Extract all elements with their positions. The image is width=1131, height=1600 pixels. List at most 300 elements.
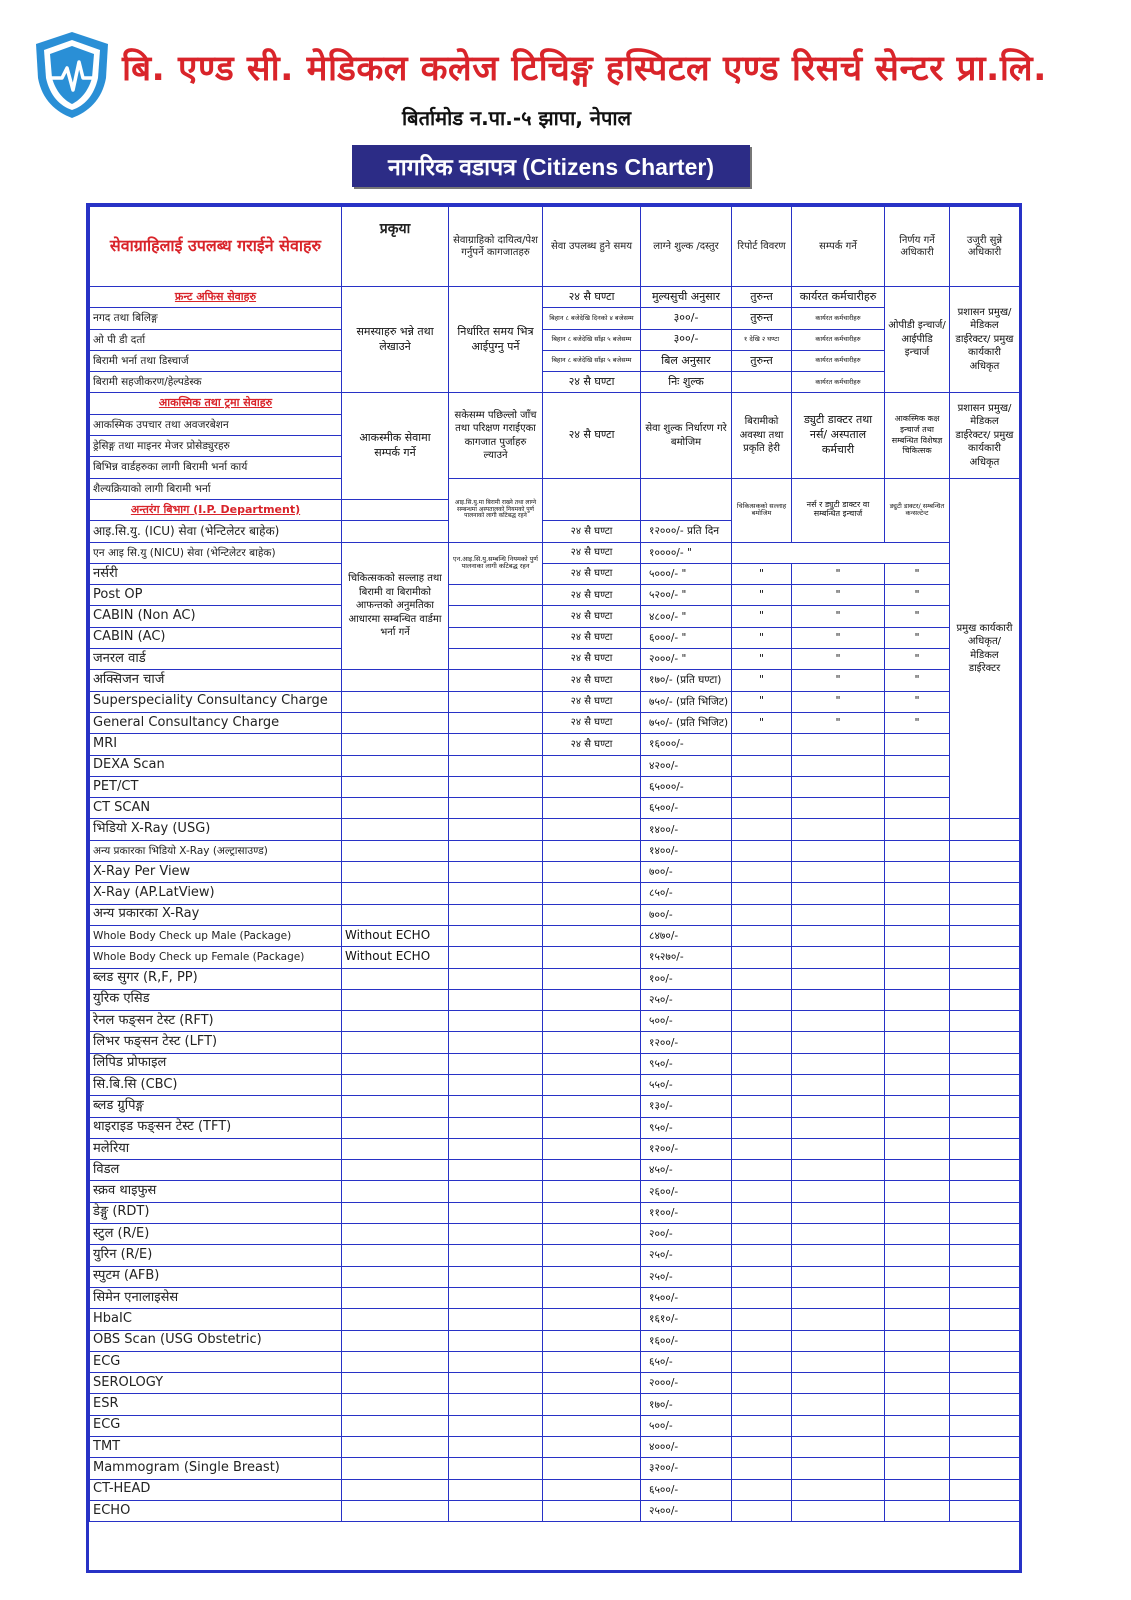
service-name: X-Ray Per View [90, 862, 342, 883]
empty-cell [792, 1138, 885, 1159]
empty-cell [543, 1160, 641, 1181]
service-name: अक्सिजन चार्ज [90, 670, 342, 691]
service-name: OBS Scan (USG Obstetric) [90, 1330, 342, 1351]
service-contact: कार्यरत कर्मचारीहरु [792, 350, 885, 371]
service-fee: १५२७०/- [641, 947, 732, 968]
emergency-fee: सेवा शुल्क निर्धारण गरे बमोजिम [641, 393, 732, 478]
empty-cell [449, 1096, 543, 1117]
service-process [342, 1266, 449, 1287]
service-time: बिहान ८ बजेदेखि साँझ ५ बजेसम्म [543, 329, 641, 350]
service-contact: " [792, 670, 885, 691]
col-header-services: सेवाग्राहिलाई उपलब्ध गराईने सेवाहरु [90, 207, 342, 287]
empty-cell [950, 904, 1020, 925]
service-fee: २५००/- [641, 1500, 732, 1521]
service-process [342, 1394, 449, 1415]
ipd-complaint: प्रमुख कार्यकारी अधिकृत/ मेडिकल डाईरेक्टर [950, 478, 1020, 819]
empty-cell [792, 1224, 885, 1245]
service-fee: ६५००/- [641, 1479, 732, 1500]
service-process: Without ECHO [342, 925, 449, 946]
service-fee: १४००/- [641, 819, 732, 840]
service-name: ब्लड सुगर (R,F, PP) [90, 968, 342, 989]
service-name: CABIN (AC) [90, 627, 342, 648]
service-fee: ५००/- [641, 1011, 732, 1032]
service-fee: २५०/- [641, 1245, 732, 1266]
service-decision: " [885, 563, 950, 584]
empty-cell [885, 1287, 950, 1308]
col-header-process: प्रकृया [342, 207, 449, 287]
shield-heartbeat-icon [30, 28, 114, 120]
service-name: Mammogram (Single Breast) [90, 1458, 342, 1479]
service-fee: ७५०/- (प्रति भिजिट) [641, 712, 732, 733]
empty-cell [732, 1053, 792, 1074]
service-name: CABIN (Non AC) [90, 606, 342, 627]
service-name: CT SCAN [90, 798, 342, 819]
empty-cell [543, 1181, 641, 1202]
empty-cell [950, 1245, 1020, 1266]
front-office-decision: ओपीडी इन्चार्ज/ आईपीडि इन्चार्ज [885, 287, 950, 393]
empty-cell [732, 1394, 792, 1415]
empty-cell [950, 1138, 1020, 1159]
service-name: Superspeciality Consultancy Charge [90, 691, 342, 712]
empty-cell [449, 1500, 543, 1521]
section-ipd: अन्तरंग बिभाग (I.P. Department) [90, 499, 342, 520]
emergency-contact: ड्युटी डाक्टर तथा नर्स/ अस्पताल कर्मचारी [792, 393, 885, 478]
empty-cell [449, 1309, 543, 1330]
empty-cell [792, 925, 885, 946]
service-decision: " [885, 691, 950, 712]
empty-cell [449, 925, 543, 946]
empty-cell [950, 1437, 1020, 1458]
empty-cell [792, 1074, 885, 1095]
empty-cell [449, 1287, 543, 1308]
empty-cell [792, 904, 885, 925]
service-process [342, 904, 449, 925]
empty-cell [950, 1117, 1020, 1138]
service-report: " [732, 563, 792, 584]
service-name: जनरल वार्ड [90, 649, 342, 670]
service-report [732, 734, 792, 755]
service-name: विडल [90, 1160, 342, 1181]
empty-cell [543, 776, 641, 797]
empty-cell [885, 776, 950, 797]
service-fee: १७०/- (प्रति घण्टा) [641, 670, 732, 691]
service-process: Without ECHO [342, 947, 449, 968]
service-fee: ७००/- [641, 862, 732, 883]
service-process [342, 1437, 449, 1458]
empty-cell [543, 925, 641, 946]
service-process [342, 1224, 449, 1245]
service-process [342, 1287, 449, 1308]
service-contact [792, 734, 885, 755]
empty-cell [732, 840, 792, 861]
empty-cell [885, 1202, 950, 1223]
service-name: CT-HEAD [90, 1479, 342, 1500]
empty-cell [543, 947, 641, 968]
empty-cell [543, 989, 641, 1010]
service-name: ECG [90, 1415, 342, 1436]
empty-cell [885, 1074, 950, 1095]
empty-cell [342, 712, 449, 733]
col-header-time: सेवा उपलब्ध हुने समय [543, 207, 641, 287]
empty-cell [543, 1138, 641, 1159]
empty-cell [732, 1479, 792, 1500]
empty-cell [449, 1224, 543, 1245]
empty-cell [449, 776, 543, 797]
empty-cell [732, 1160, 792, 1181]
empty-cell [792, 1011, 885, 1032]
emergency-report: बिरामीको अवस्था तथा प्रकृति हेरी [732, 393, 792, 478]
empty-cell [732, 1074, 792, 1095]
empty-cell [792, 1245, 885, 1266]
empty-cell [543, 1287, 641, 1308]
citizens-charter-table [86, 203, 1022, 1573]
service-name: बिरामी सहजीकरण/हेल्पडेस्क [90, 372, 342, 393]
service-name: लिपिड प्रोफाइल [90, 1053, 342, 1074]
empty-cell [543, 1500, 641, 1521]
service-decision: " [885, 712, 950, 733]
empty-cell [950, 1394, 1020, 1415]
empty-cell [792, 1415, 885, 1436]
service-name: सि.बि.सि (CBC) [90, 1074, 342, 1095]
empty-cell [792, 1394, 885, 1415]
service-fee: ६५०/- [641, 1351, 732, 1372]
empty-cell [792, 1500, 885, 1521]
section-front-office: फ्रन्ट अफिस सेवाहरु [90, 287, 342, 308]
service-name: स्पुटम (AFB) [90, 1266, 342, 1287]
front-office-report: तुरुन्त [732, 287, 792, 308]
empty-cell [449, 1245, 543, 1266]
service-contact: कार्यरत कर्मचारीहरु [792, 308, 885, 329]
empty-cell [543, 840, 641, 861]
empty-cell [732, 904, 792, 925]
empty-cell [792, 989, 885, 1010]
service-name: रेनल फङ्सन टेस्ट (RFT) [90, 1011, 342, 1032]
col-header-report: रिपोर्ट विवरण [732, 207, 792, 287]
service-name: DEXA Scan [90, 755, 342, 776]
service-contact: कार्यरत कर्मचारीहरु [792, 372, 885, 393]
empty-cell [792, 1330, 885, 1351]
empty-cell [449, 712, 543, 733]
empty-cell [950, 1330, 1020, 1351]
empty-cell [732, 1437, 792, 1458]
empty-cell [543, 1202, 641, 1223]
empty-cell [792, 819, 885, 840]
service-process [342, 1138, 449, 1159]
service-fee: ३००/- [641, 329, 732, 350]
service-report: " [732, 606, 792, 627]
service-process [342, 968, 449, 989]
empty-cell [885, 1266, 950, 1287]
empty-cell [543, 1351, 641, 1372]
empty-cell [885, 862, 950, 883]
service-contact: " [792, 585, 885, 606]
service-name: General Consultancy Charge [90, 712, 342, 733]
empty-cell [885, 989, 950, 1010]
service-fee: २५०/- [641, 989, 732, 1010]
empty-cell [885, 947, 950, 968]
empty-cell [543, 1224, 641, 1245]
service-fee: ५२००/- " [641, 585, 732, 606]
empty-cell [732, 883, 792, 904]
service-fee: १६१०/- [641, 1309, 732, 1330]
service-process [342, 1202, 449, 1223]
service-name: ब्लड ग्रुपिङ्ग [90, 1096, 342, 1117]
service-contact: " [792, 712, 885, 733]
emergency-decision: आकस्मिक कक्ष इन्चार्ज तथा सम्बन्धित विशेषज्ञ चिकित्सक [885, 393, 950, 478]
service-name: भिडियो X-Ray (USG) [90, 819, 342, 840]
service-contact: कार्यरत कर्मचारीहरु [792, 329, 885, 350]
col-header-documents: सेवाग्राहिको दायित्व/पेश गर्नुपर्ने कागजातहरु [449, 207, 543, 287]
service-fee: १३०/- [641, 1096, 732, 1117]
service-fee: २५०/- [641, 1266, 732, 1287]
empty-cell [792, 1032, 885, 1053]
empty-cell [543, 968, 641, 989]
emergency-time: २४ सै घण्टा [543, 393, 641, 478]
service-name: PET/CT [90, 776, 342, 797]
empty-cell [543, 1053, 641, 1074]
service-fee: १५००/- [641, 1287, 732, 1308]
service-fee: बिल अनुसार [641, 350, 732, 371]
empty-cell [449, 1138, 543, 1159]
empty-cell [792, 883, 885, 904]
service-name: आइ.सि.यु. (ICU) सेवा (भेन्टिलेटर बाहेक) [90, 521, 342, 542]
service-process [342, 1117, 449, 1138]
empty-cell [792, 1309, 885, 1330]
service-process [342, 1011, 449, 1032]
empty-cell [449, 1032, 543, 1053]
service-fee: १००००/- " [641, 542, 732, 563]
empty-cell [543, 904, 641, 925]
empty-cell [449, 670, 543, 691]
service-fee: १२०००/- प्रति दिन [641, 521, 732, 542]
service-contact: " [792, 649, 885, 670]
empty-cell [449, 1074, 543, 1095]
empty-cell [449, 755, 543, 776]
emergency-process: आकस्मीक सेवामा सम्पर्क गर्ने [342, 393, 449, 499]
col-header-contact: सम्पर्क गर्ने [792, 207, 885, 287]
empty-cell [732, 1500, 792, 1521]
service-report: तुरुन्त [732, 308, 792, 329]
empty-cell [449, 947, 543, 968]
service-process [342, 862, 449, 883]
empty-cell [885, 1458, 950, 1479]
empty-cell [732, 1373, 792, 1394]
service-time: २४ सै घण्टा [543, 521, 641, 542]
empty-cell [732, 1202, 792, 1223]
empty-cell [885, 1032, 950, 1053]
service-process [342, 1458, 449, 1479]
empty-cell [732, 1138, 792, 1159]
empty-cell [732, 1351, 792, 1372]
empty-cell [950, 1351, 1020, 1372]
empty-cell [885, 1245, 950, 1266]
empty-cell [732, 1117, 792, 1138]
empty-cell [543, 478, 641, 521]
front-office-contact: कार्यरत कर्मचारीहरु [792, 287, 885, 308]
empty-cell [342, 670, 449, 691]
empty-cell [543, 1074, 641, 1095]
service-fee: २००/- [641, 1224, 732, 1245]
empty-cell [792, 1287, 885, 1308]
service-time: २४ सै घण्टा [543, 712, 641, 733]
service-decision: " [885, 627, 950, 648]
empty-cell [732, 819, 792, 840]
col-header-complaint: उजुरी सुन्ने अधिकारी [950, 207, 1020, 287]
empty-cell [950, 1266, 1020, 1287]
empty-cell [950, 1053, 1020, 1074]
hospital-name: बि. एण्ड सी. मेडिकल कलेज टिचिङ्ग हस्पिटल एण्ड रिसर्च सेन्टर प्रा.लि. [122, 49, 1047, 89]
empty-cell [792, 1096, 885, 1117]
empty-cell [543, 1394, 641, 1415]
empty-cell [792, 1053, 885, 1074]
service-report: " [732, 712, 792, 733]
service-report: " [732, 627, 792, 648]
empty-cell [449, 1415, 543, 1436]
empty-cell [885, 1394, 950, 1415]
empty-cell [950, 1500, 1020, 1521]
empty-cell [885, 840, 950, 861]
empty-cell [732, 862, 792, 883]
service-process [342, 1330, 449, 1351]
service-name: लिभर फङ्सन टेस्ट (LFT) [90, 1032, 342, 1053]
service-fee: १७०/- [641, 1394, 732, 1415]
service-name: TMT [90, 1437, 342, 1458]
service-decision: " [885, 585, 950, 606]
service-process [342, 1032, 449, 1053]
empty-cell [543, 1458, 641, 1479]
empty-cell [792, 1181, 885, 1202]
empty-cell [792, 968, 885, 989]
empty-cell [732, 1415, 792, 1436]
empty-cell [950, 819, 1020, 840]
empty-cell [885, 1181, 950, 1202]
empty-cell [885, 925, 950, 946]
service-fee: ५०००/- " [641, 563, 732, 584]
front-office-fee: मुल्यसुची अनुसार [641, 287, 732, 308]
empty-cell [732, 1309, 792, 1330]
service-name: SEROLOGY [90, 1373, 342, 1394]
front-office-documents: निर्धारित समय भित्र आईपुग्नु पर्ने [449, 287, 543, 393]
empty-cell [792, 947, 885, 968]
service-decision: " [885, 649, 950, 670]
service-fee: २०००/- [641, 1373, 732, 1394]
empty-cell [449, 1202, 543, 1223]
empty-cell [950, 840, 1020, 861]
service-name: Whole Body Check up Female (Package) [90, 947, 342, 968]
empty-cell [732, 989, 792, 1010]
service-name: मलेरिया [90, 1138, 342, 1159]
empty-cell [732, 1330, 792, 1351]
empty-cell [543, 1096, 641, 1117]
empty-cell [885, 1415, 950, 1436]
service-name: शैल्यक्रियाको लागी बिरामी भर्ना [90, 478, 342, 499]
empty-cell [543, 1309, 641, 1330]
empty-cell [449, 1394, 543, 1415]
ipd-report: चिकित्सकको सल्लाह बमोजिम [732, 478, 792, 542]
empty-cell [950, 947, 1020, 968]
empty-cell [732, 1181, 792, 1202]
empty-cell [449, 840, 543, 861]
service-process [342, 1096, 449, 1117]
empty-cell [342, 734, 449, 755]
empty-cell [342, 691, 449, 712]
service-name: एन आइ सि.यु (NICU) सेवा (भेन्टिलेटर बाहेक) [90, 542, 342, 563]
empty-cell [792, 1437, 885, 1458]
col-header-fee: लाग्ने शुल्क /दस्तुर [641, 207, 732, 287]
service-report: " [732, 691, 792, 712]
empty-cell [732, 925, 792, 946]
service-fee: ३००/- [641, 308, 732, 329]
empty-cell [732, 1245, 792, 1266]
empty-cell [543, 1032, 641, 1053]
service-process [342, 883, 449, 904]
service-name: अन्य प्रकारका भिडियो X-Ray (अल्ट्रासाउण्ड) [90, 840, 342, 861]
empty-cell [732, 1224, 792, 1245]
service-time: २४ सै घण्टा [543, 372, 641, 393]
empty-cell [792, 1351, 885, 1372]
service-fee: ४५०/- [641, 1160, 732, 1181]
service-decision: " [885, 670, 950, 691]
section-emergency: आकस्मिक तथा ट्रमा सेवाहरु [90, 393, 342, 414]
service-fee: ७५०/- (प्रति भिजिट) [641, 691, 732, 712]
empty-cell [449, 1330, 543, 1351]
service-fee: ६५००/- [641, 798, 732, 819]
empty-cell [449, 1053, 543, 1074]
empty-cell [449, 649, 543, 670]
service-time: २४ सै घण्टा [543, 670, 641, 691]
service-decision [885, 734, 950, 755]
service-time: २४ सै घण्टा [543, 585, 641, 606]
service-time: २४ सै घण्टा [543, 542, 641, 563]
service-fee: ९५०/- [641, 1117, 732, 1138]
ipd-process: चिकित्सकको सल्लाह तथा बिरामी वा बिरामीको आफन्तको अनुमतिका आधारमा सम्बन्धित वार्डमा भर्ना गर्ने [342, 542, 449, 670]
empty-cell [950, 883, 1020, 904]
empty-cell [792, 862, 885, 883]
empty-cell [543, 1373, 641, 1394]
service-fee: १६००/- [641, 1330, 732, 1351]
empty-cell [543, 1479, 641, 1500]
service-fee: २६००/- [641, 1181, 732, 1202]
service-name: थाइराइड फङ्सन टेस्ट (TFT) [90, 1117, 342, 1138]
empty-cell [792, 840, 885, 861]
empty-cell [543, 862, 641, 883]
service-time: २४ सै घण्टा [543, 627, 641, 648]
service-contact: " [792, 606, 885, 627]
service-time: २४ सै घण्टा [543, 606, 641, 627]
ipd-decision: ड्युटी डाक्टर/ सम्बन्धित कन्सल्टेन्ट [885, 478, 950, 542]
empty-cell [543, 1437, 641, 1458]
service-process [342, 1415, 449, 1436]
service-fee: ६५०००/- [641, 776, 732, 797]
empty-cell [950, 1160, 1020, 1181]
empty-cell [543, 1266, 641, 1287]
empty-cell [732, 798, 792, 819]
empty-cell [449, 904, 543, 925]
service-name: Whole Body Check up Male (Package) [90, 925, 342, 946]
empty-cell [885, 1309, 950, 1330]
empty-cell [449, 1181, 543, 1202]
empty-cell [449, 798, 543, 819]
empty-cell [449, 1117, 543, 1138]
hospital-address: बिर्तामोड न.पा.-५ झापा, नेपाल [402, 106, 632, 130]
empty-cell [543, 1330, 641, 1351]
empty-cell [792, 798, 885, 819]
service-contact: " [792, 691, 885, 712]
empty-cell [885, 1011, 950, 1032]
service-name: नगद तथा बिलिङ्ग [90, 308, 342, 329]
charter-title: नागरिक वडापत्र (Citizens Charter) [352, 145, 750, 187]
empty-cell [449, 1160, 543, 1181]
